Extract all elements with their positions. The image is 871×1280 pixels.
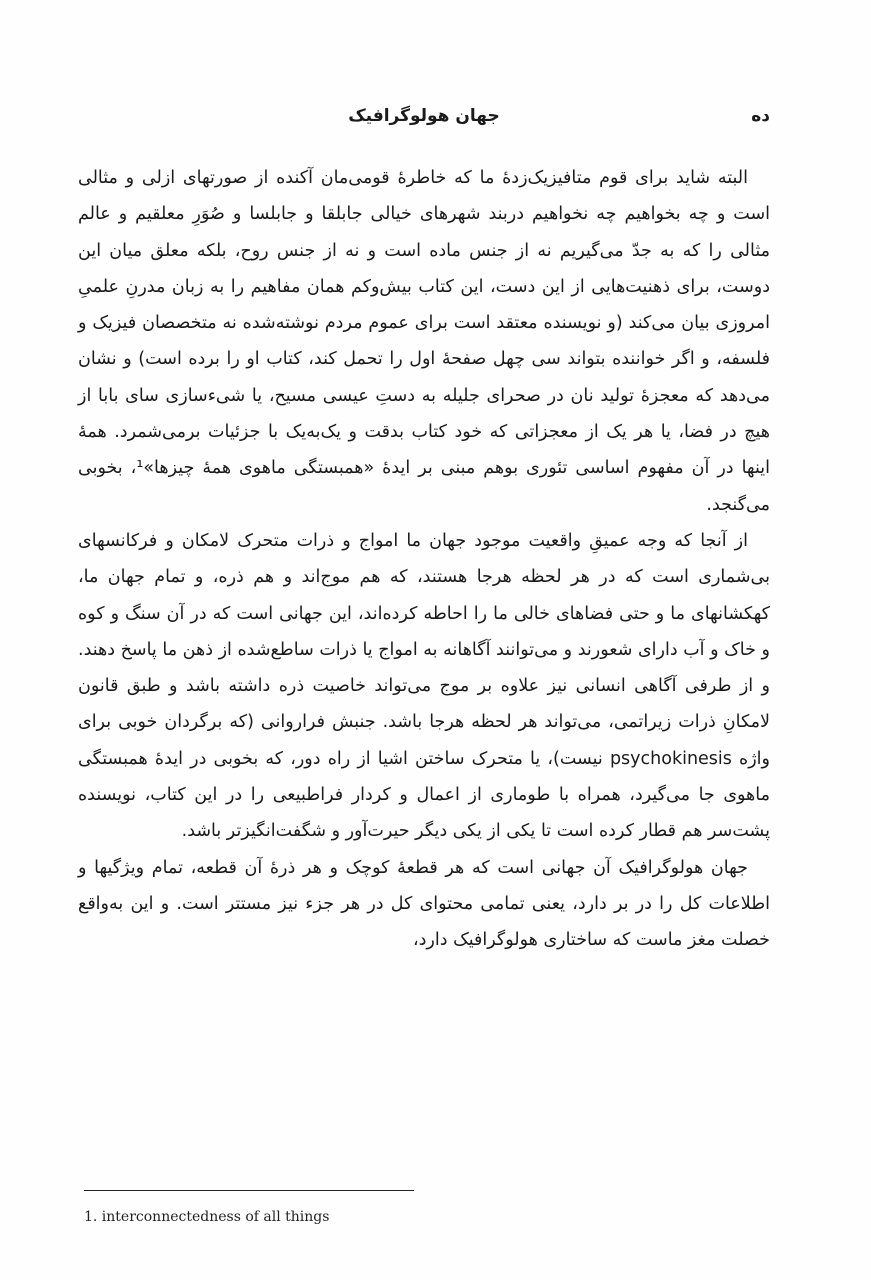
paragraph: از آنجا که وجه عمیقِ واقعیت موجود جهان ما امواج و ذرات متحرک لامکان و فرکانسهای بی‌شماری است که در هر لحظه هرجا هستند، که هم موج‌اند و هم ذره، و تمام جهان ما، کهکشانهای ما و حتی فضاهای خالی ما را احاطه کرده‌اند، این جهانی است که در آن سنگ و کوه و خاک و آب دارای شعورند و می‌توانند آگاهانه به امواج یا ذرات ساطع‌شده از ذهن ما پاسخ دهند. و از طرفی آگاهی انسانی نیز علاوه بر موج می‌تواند خاصیت ذره داشته باشد و طبق قانون لامکانِ ذرات زیراتمی، می‌تواند هر لحظه هرجا باشد. جنبش فراروانی (که برگردان خوبی برای واژه psychokinesis نیست)، یا متحرک ساختن اشیا از راه دور، که بخوبی در ایدهٔ همبستگی ماهوی جا می‌گیرد، همراه با طوماری از اعمال و کردار فراطبیعی را در این کتاب، نویسنده پشت‌سر هم قطار کرده است تا یکی از یکی دیگر حیرت‌آور و شگفت‌انگیزتر باشد. [78,530,770,842]
body-text [78,160,770,959]
footnote-separator [84,1190,414,1191]
running-title: جهان هولوگرافیک [348,106,500,126]
page-number: ده [751,106,770,126]
footnote: 1. interconnectedness of all things [84,1209,330,1225]
paragraph: البته شاید برای قوم متافیزیک‌زدهٔ ما که خاطرهٔ قومی‌مان آکنده از صورتهای ازلی و مثالی است و چه بخواهیم چه نخواهیم دربند شهرهای خیالی جابلقا و جابلسا و صُوَرِ معلقیم و عالم مثالی را که به جدّ می‌گیریم نه از جنس ماده است و نه از جنس روح، بلکه معلق میان این دوست، برای ذهنیت‌هایی از این دست، این کتاب بیش‌وکم همان مفاهیم را به زبان مدرنِ علمیِ امروزی بیان می‌کند (و نویسنده معتقد است برای عموم مردم نوشته‌شده نه متخصصان فیزیک و فلسفه، و اگر خواننده بتواند سی چهل صفحهٔ اول را تحمل کند، کتاب او را برده است) و نشان می‌دهد که معجزهٔ تولید نان در صحرای جلیله به دستِ عیسی مسیح، یا شی‌ءسازی سای بابا از هیچ در فضا، یا هر یک از معجزاتی که خود کتاب بدقت و یک‌به‌یک با جزئیات برمی‌شمرد. همهٔ اینها در آن مفهوم اساسی تئوری بوهم مبنی بر ایدهٔ «همبستگی ماهوی همهٔ چیزها»¹، بخوبی می‌گنجد. [78,168,770,515]
paragraph: جهان هولوگرافیک آن جهانی است که هر قطعهٔ کوچک و هر ذرهٔ آن قطعه، تمام ویژگیها و اطلاعات کل را در بر دارد، یعنی تمامی محتوای کل در هر جزء نیز مستتر است. و این به‌واقع خصلت مغز ماست که ساختاری هولوگرافیک دارد، [78,857,770,951]
page-header [78,98,770,134]
